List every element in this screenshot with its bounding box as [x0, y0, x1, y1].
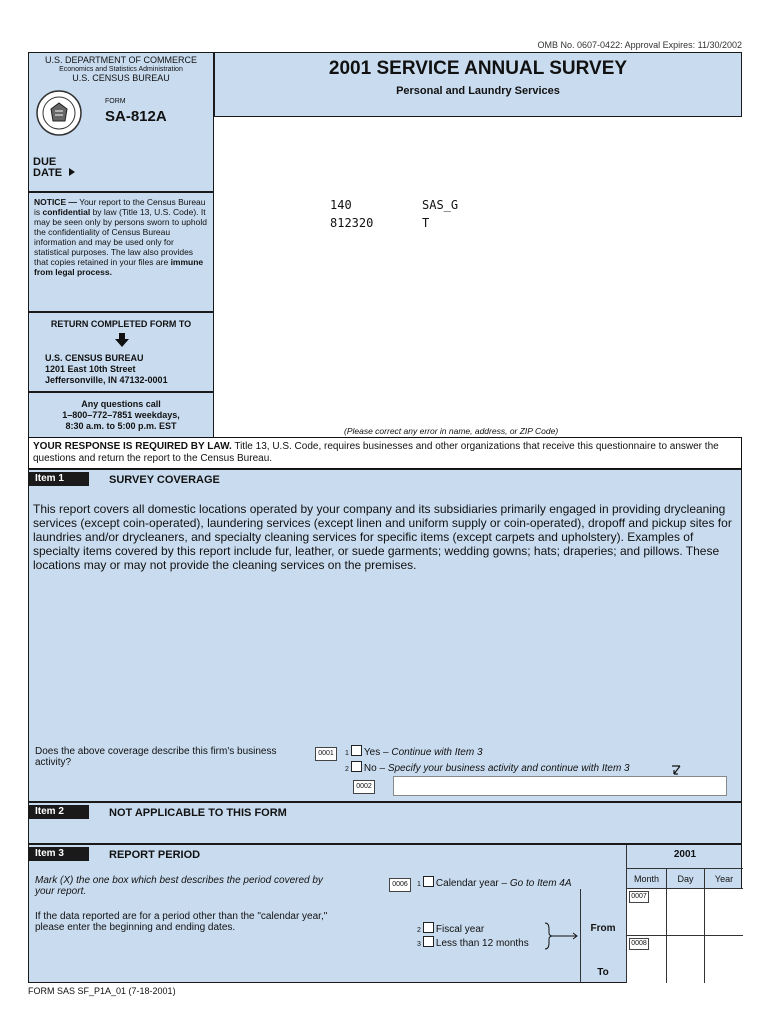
from-to-column	[580, 889, 626, 983]
option-less-than-12-months[interactable]	[417, 936, 529, 949]
item-2-section	[28, 802, 742, 844]
coverage-description: This report covers all domestic locations operated by your company and its subsidiaries primarily engaged in providing drycleaning services (except coin-operated), laundering services (except linen and uniform supply or coin-operated), dropoff and pickup sites for laundries and/or drycleaners, and specialty cleaning services for specific items (except carpets and upholstery). Examples of specialty items covered by this report include fur, leather, or suede garments; wedding gowns; hats; draperies; and pillows. These locations may or may not provide the cleaning services on the premises.	[33, 502, 732, 572]
fiscal-year-checkbox[interactable]	[423, 922, 434, 933]
coverage-question: Does the above coverage describe this firm's business activity?	[35, 746, 277, 768]
admin-name: Economics and Statistics Administration	[59, 66, 183, 73]
year-header: 2001	[627, 849, 743, 869]
item-3-tag: Item 3	[29, 847, 89, 861]
address-code-4: T	[422, 216, 430, 230]
return-address-1: U.S. CENSUS BUREAU	[45, 353, 144, 363]
option-no[interactable]	[345, 761, 630, 774]
item-2-tag: Item 2	[29, 805, 89, 819]
item-code-0008: 0008	[629, 938, 649, 950]
address-code-2: SAS_G	[422, 198, 459, 212]
date-grid	[626, 845, 742, 983]
yes-checkbox[interactable]	[351, 745, 362, 756]
return-address-2: 1201 East 10th Street	[45, 364, 136, 374]
day-header: Day	[667, 869, 705, 889]
from-date-row	[627, 889, 743, 936]
item-2-title: NOT APPLICABLE TO THIS FORM	[109, 807, 287, 819]
less-than-12-label: Less than 12 months	[435, 938, 529, 949]
option-fiscal-year[interactable]	[417, 922, 484, 935]
item-3-title: REPORT PERIOD	[109, 849, 201, 861]
item-code-0007: 0007	[629, 891, 649, 903]
period-date-instruction: If the data reported are for a period other than the "calendar year," please enter the beginning and ending dates.	[35, 911, 328, 933]
year-col-header: Year	[705, 869, 743, 889]
fiscal-year-label: Fiscal year	[435, 924, 485, 935]
return-box	[28, 312, 214, 392]
to-label: To	[597, 967, 609, 978]
option-no-note: – Specify your business activity and continue with Item 3	[376, 763, 630, 774]
omb-number: OMB No. 0607-0422: Approval Expires: 11/30/2002	[537, 40, 742, 50]
item-3-section	[28, 844, 742, 983]
arrow-right-icon	[69, 168, 75, 176]
notice-box	[28, 192, 214, 312]
option-no-label: No	[363, 763, 377, 774]
calendar-year-checkbox[interactable]	[423, 876, 434, 887]
option-yes[interactable]	[345, 745, 483, 758]
less-than-12-number: 3	[417, 941, 421, 948]
return-address-3: Jeffersonville, IN 47132-0001	[45, 375, 168, 385]
option-yes-number: 1	[345, 750, 349, 757]
option-no-number: 2	[345, 766, 349, 773]
dept-name: U.S. DEPARTMENT OF COMMERCE	[44, 55, 197, 65]
questions-line-2: 1–800–772–7851 weekdays,	[62, 410, 180, 420]
month-header: Month	[627, 869, 667, 889]
agency-box	[28, 52, 214, 192]
option-yes-note: – Continue with Item 3	[380, 747, 483, 758]
less-than-12-checkbox[interactable]	[423, 936, 434, 947]
questions-line-1: Any questions call	[81, 399, 161, 409]
survey-title: 2001 SERVICE ANNUAL SURVEY	[328, 58, 628, 79]
address-code-1: 140	[330, 198, 352, 212]
calendar-year-label: Calendar year	[435, 878, 499, 889]
form-footer: FORM SAS SF_P1A_01 (7-18-2001)	[28, 986, 176, 996]
confidentiality-notice: NOTICE — Your report to the Census Bureau is confidential by law (Title 13, U.S. Code). It may be seen only by persons sworn to uphold the confidentiality of Census Bureau information and may be used only for statistical purposes. The law also provides that copies retained in your files are immune from legal process.	[34, 197, 207, 277]
item-1-title: SURVEY COVERAGE	[109, 474, 220, 486]
arrow-down-icon	[115, 333, 129, 352]
census-seal-icon	[35, 89, 83, 137]
due-date-label-1: DUE	[33, 156, 57, 168]
item-1-tag: Item 1	[29, 472, 89, 486]
option-yes-label: Yes	[363, 747, 381, 758]
survey-subtitle: Personal and Laundry Services	[396, 85, 560, 97]
from-day-input[interactable]	[667, 889, 705, 935]
form-label: FORM	[105, 98, 126, 105]
calendar-year-number: 1	[417, 881, 421, 888]
address-code-3: 812320	[330, 216, 374, 230]
to-year-input[interactable]	[705, 936, 743, 983]
return-label: RETURN COMPLETED FORM TO	[50, 319, 192, 329]
fiscal-year-number: 2	[417, 927, 421, 934]
title-box	[214, 52, 742, 117]
option-calendar-year[interactable]	[417, 876, 572, 889]
item-code-0002: 0002	[353, 780, 375, 794]
item-code-0006: 0006	[389, 878, 411, 892]
brace-arrow-icon	[543, 921, 581, 956]
business-activity-input[interactable]	[393, 776, 727, 796]
to-date-row	[627, 936, 743, 983]
correction-note: (Please correct any error in name, address, or ZIP Code)	[344, 426, 559, 436]
required-by-law-notice: YOUR RESPONSE IS REQUIRED BY LAW. Title 13, U.S. Code, requires businesses and other organizations that receive this questionnaire to answer the questions and return the report to the Census Bureau.	[28, 437, 742, 469]
questions-box	[28, 392, 214, 438]
to-day-input[interactable]	[667, 936, 705, 983]
questions-line-3: 8:30 a.m. to 5:00 p.m. EST	[65, 421, 177, 431]
from-label: From	[590, 923, 616, 934]
bureau-name: U.S. CENSUS BUREAU	[72, 73, 170, 83]
due-date-label-2: DATE	[33, 167, 63, 179]
no-checkbox[interactable]	[351, 761, 362, 772]
period-instruction: Mark (X) the one box which best describes the period covered by your report.	[35, 875, 323, 897]
item-1-section	[28, 469, 742, 802]
calendar-year-note: – Go to Item 4A	[498, 878, 572, 889]
from-year-input[interactable]	[705, 889, 743, 935]
item-code-0001: 0001	[315, 747, 337, 761]
form-number: SA-812A	[105, 108, 167, 125]
